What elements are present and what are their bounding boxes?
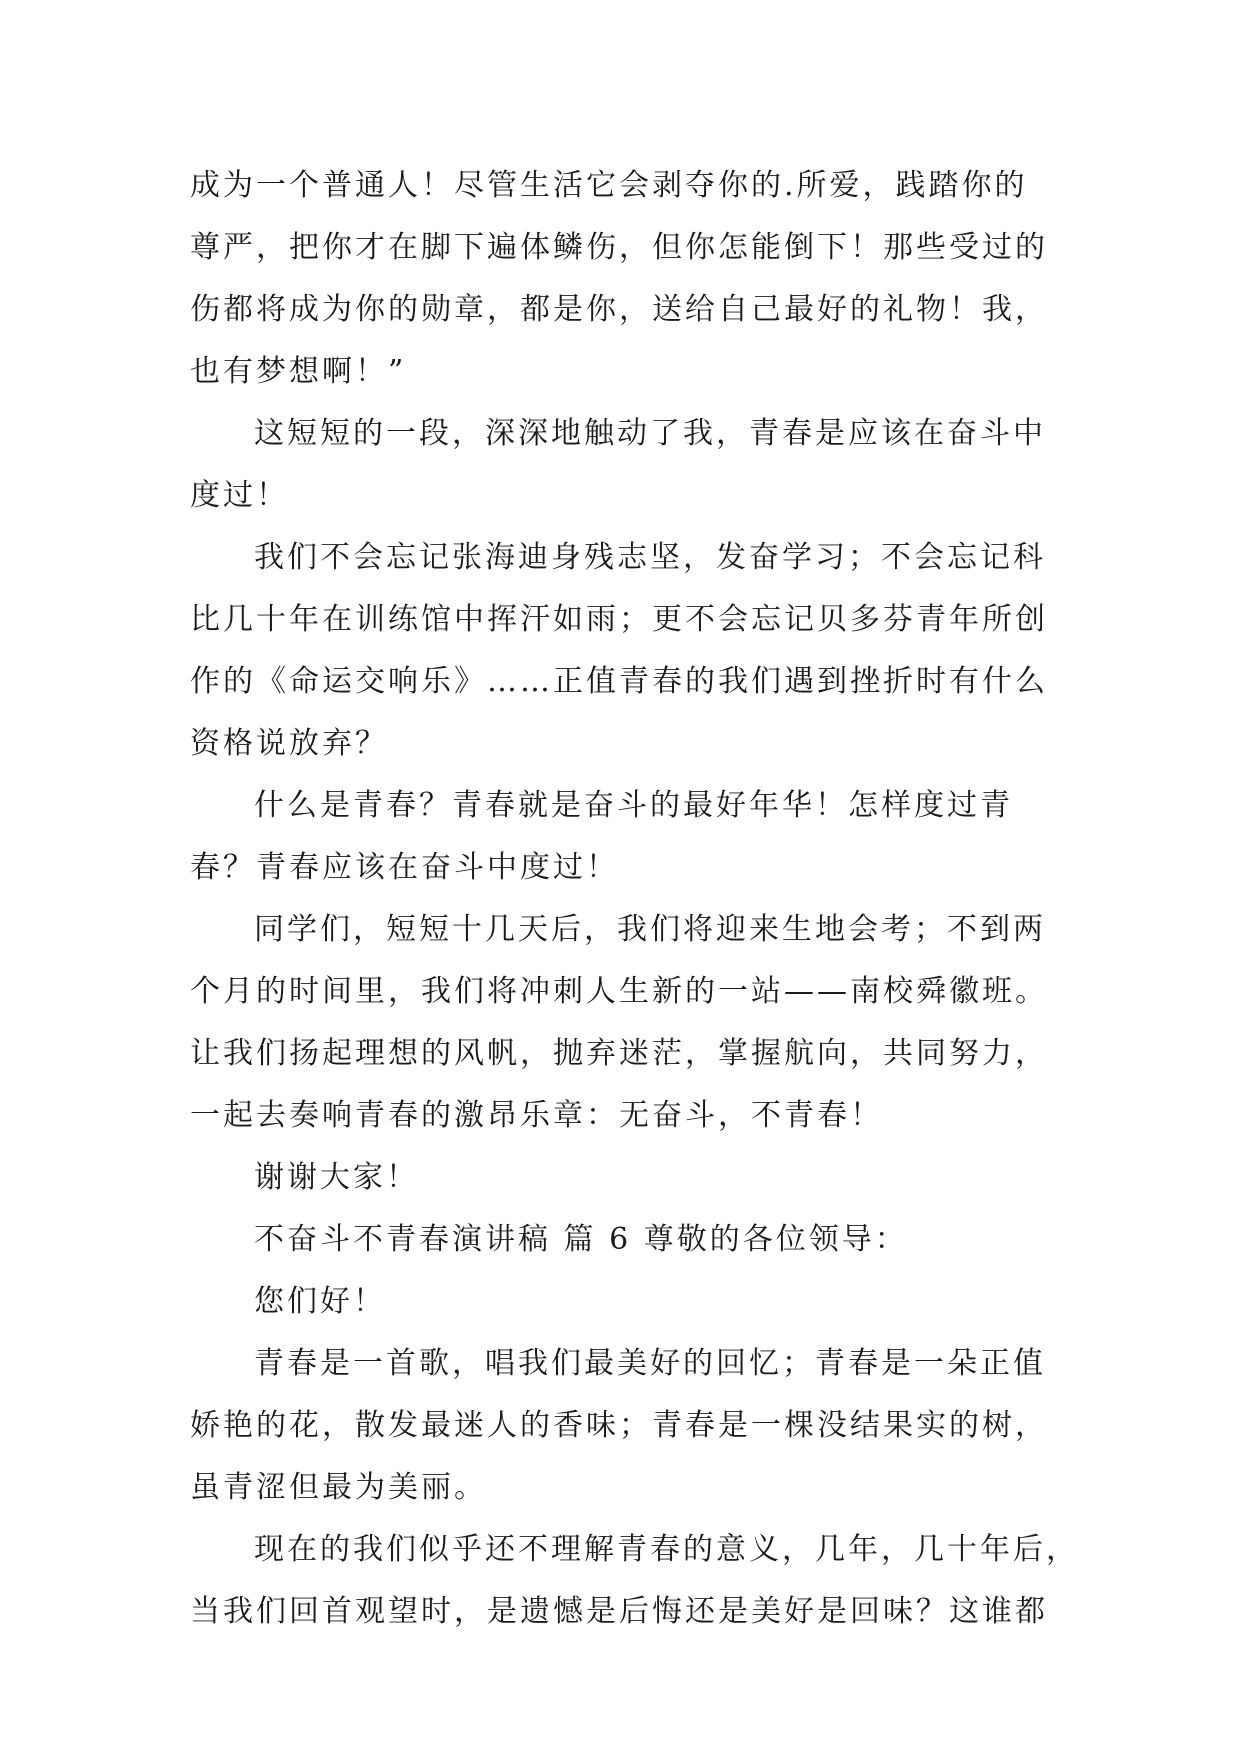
text-line: 一起去奏响青春的激昂乐章：无奋斗，不青春！ xyxy=(190,1098,883,1133)
text-line: 同学们，短短十几天后，我们将迎来生地会考；不到两 xyxy=(254,912,1046,947)
text-line: 让我们扬起理想的风帆，抛弃迷茫，掌握航向，共同努力， xyxy=(190,1036,1048,1071)
text-line: 谢谢大家！ xyxy=(254,1160,419,1195)
text-line: 什么是青春？青春就是奋斗的最好年华！怎样度过青 xyxy=(254,788,1013,823)
text-line: 这短短的一段，深深地触动了我，青春是应该在奋斗中 xyxy=(254,416,1046,451)
document-body xyxy=(190,155,1079,1643)
text-line: 尊严，把你才在脚下遍体鳞伤，但你怎能倒下！那些受过的 xyxy=(190,230,1048,265)
text-line: 现在的我们似乎还不理解青春的意义，几年，几十年后， xyxy=(254,1532,1079,1567)
text-line: 个月的时间里，我们将冲刺人生新的一站——南校舜徽班。 xyxy=(190,974,1048,1009)
text-line: 伤都将成为你的勋章，都是你，送给自己最好的礼物！我， xyxy=(190,292,1048,327)
text-line: 不奋斗不青春演讲稿 篇 6 尊敬的各位领导： xyxy=(254,1222,908,1257)
text-line: 虽青涩但最为美丽。 xyxy=(190,1470,487,1505)
text-line: 也有梦想啊！” xyxy=(190,354,407,389)
text-line: 当我们回首观望时，是遗憾是后悔还是美好是回味？这谁都 xyxy=(190,1594,1048,1629)
text-line: 作的《命运交响乐》……正值青春的我们遇到挫折时有什么 xyxy=(190,664,1048,699)
text-line: 比几十年在训练馆中挥汗如雨；更不会忘记贝多芬青年所创 xyxy=(190,602,1048,637)
text-line: 度过！ xyxy=(190,478,289,513)
text-line: 资格说放弃？ xyxy=(190,726,388,761)
text-line: 青春是一首歌，唱我们最美好的回忆；青春是一朵正值 xyxy=(254,1346,1046,1381)
text-line: 娇艳的花，散发最迷人的香味；青春是一棵没结果实的树， xyxy=(190,1408,1048,1443)
text-line: 我们不会忘记张海迪身残志坚，发奋学习；不会忘记科 xyxy=(254,540,1046,575)
text-line: 您们好！ xyxy=(254,1284,386,1319)
text-line: 春？青春应该在奋斗中度过！ xyxy=(190,850,619,885)
text-line: 成为一个普通人！尽管生活它会剥夺你的.所爱，践踏你的 xyxy=(190,168,1028,203)
